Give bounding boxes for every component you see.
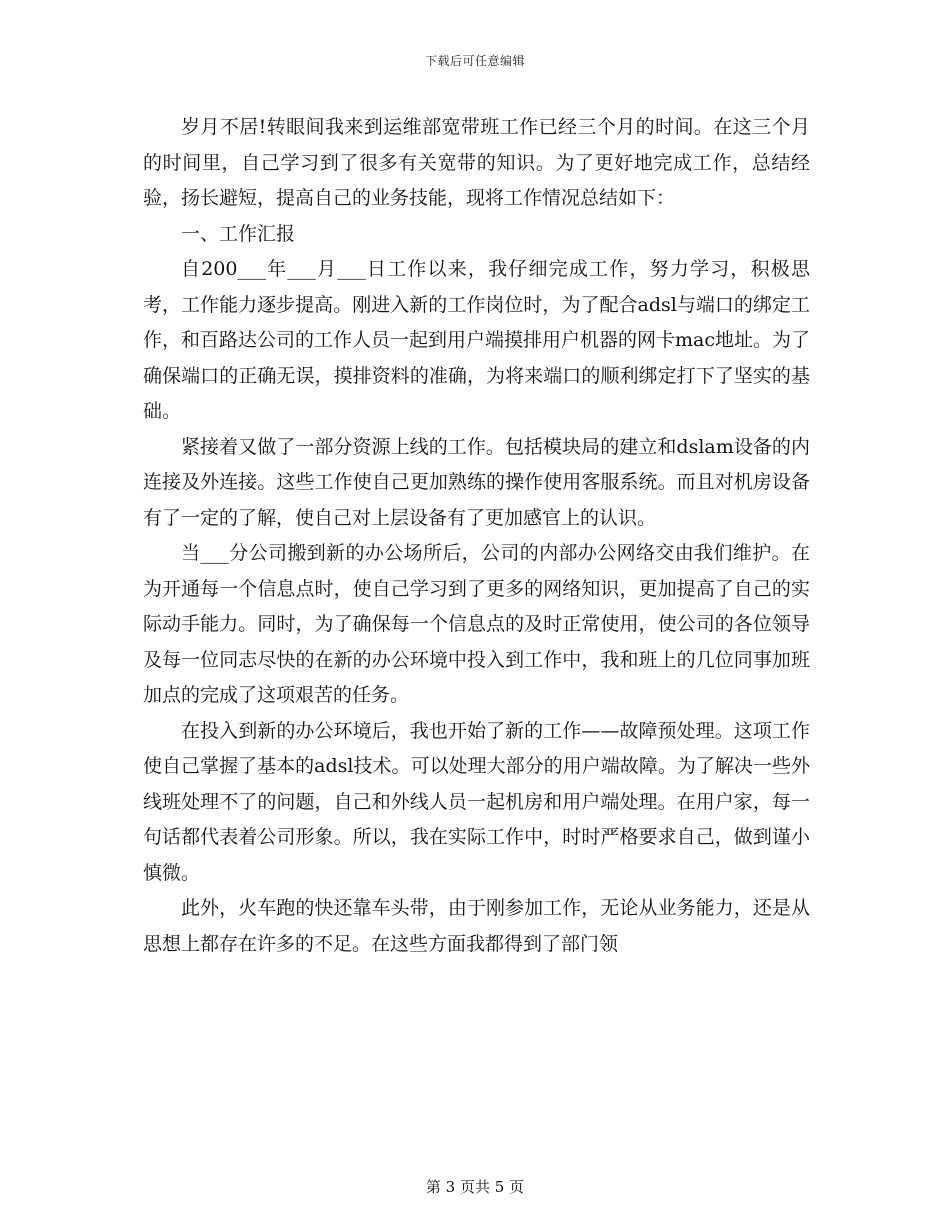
- section-heading: 一、工作汇报: [181, 222, 296, 245]
- body-paragraph: 在投入到新的办公环境后，我也开始了新的工作——故障预处理。这项工作使自己掌握了基本的adsl技术。可以处理大部分的用户端故障。为了解决一些外线班处理不了的问题，自己和外线人员一起机房和用户端处理。在用户家，每一句话都代表着公司形象。所以，我在实际工作中，时时严格要求自己，做到谨小慎微。: [143, 719, 810, 884]
- page-header-note: 下载后可任意编辑: [424, 54, 525, 68]
- body-paragraph: 当___分公司搬到新的办公场所后，公司的内部办公网络交由我们维护。在为开通每一个信息点时，使自己学习到了更多的网络知识，更加提高了自己的实际动手能力。同时，为了确保每一个信息点的及时正常使用，使公司的各位领导及每一位同志尽快的在新的办公环境中投入到工作中，我和班上的几位同事加班加点的完成了这项艰苦的任务。: [143, 542, 810, 706]
- body-paragraph: 紧接着又做了一部分资源上线的工作。包括模块局的建立和dslam设备的内连接及外连接。这些工作使自己更加熟练的操作使用客服系统。而且对机房设备有了一定的了解，使自己对上层设备有了更加感官上的认识。: [143, 435, 810, 529]
- body-paragraph: 此外，火车跑的快还靠车头带，由于刚参加工作，无论从业务能力，还是从思想上都存在许多的不足。在这些方面我都得到了部门领: [143, 897, 810, 955]
- page-number: 第 3 页共 5 页: [425, 1178, 525, 1196]
- document-body: [143, 110, 810, 962]
- body-paragraph: 自200___年___月___日工作以来，我仔细完成工作，努力学习，积极思考，工作能力逐步提高。刚进入新的工作岗位时，为了配合adsl与端口的绑定工作，和百路达公司的工作人员一起到用户端摸排用户机器的网卡mac地址。为了确保端口的正确无误，摸排资料的准确，为将来端口的顺利绑定打下了坚实的基础。: [143, 258, 810, 422]
- body-paragraph: 岁月不居!转眼间我来到运维部宽带班工作已经三个月的时间。在这三个月的时间里，自己学习到了很多有关宽带的知识。为了更好地完成工作，总结经验，扬长避短，提高自己的业务技能，现将工作情况总结如下：: [143, 116, 810, 209]
